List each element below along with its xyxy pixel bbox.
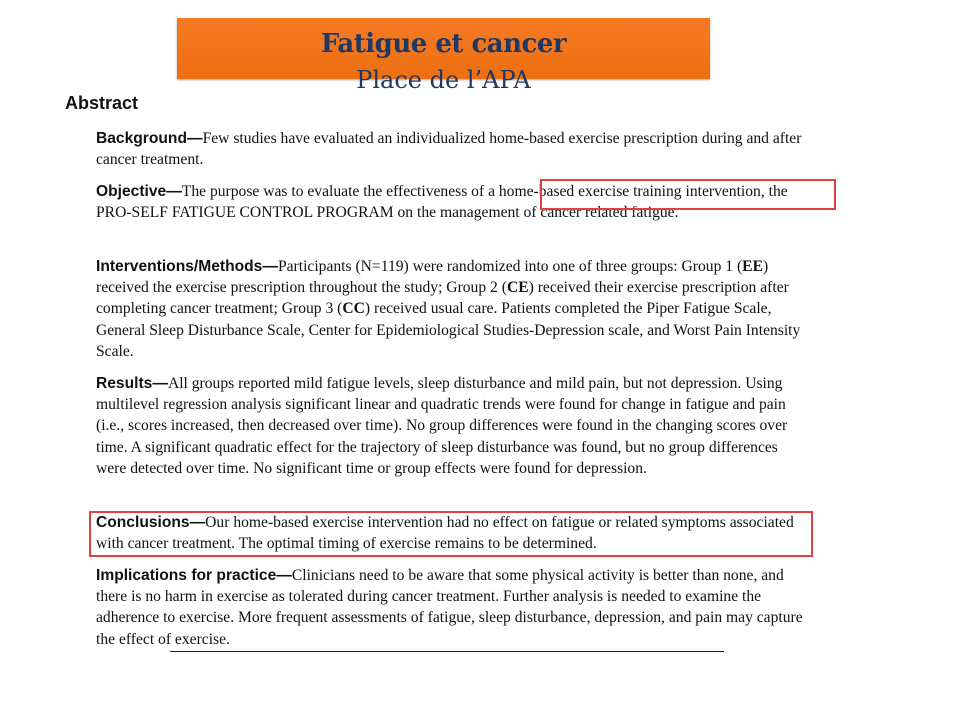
implications-label: Implications for practice—: [96, 567, 292, 584]
slide-title-banner: [177, 18, 710, 94]
results-label: Results—: [96, 375, 168, 392]
methods-label: Interventions/Methods—: [96, 258, 278, 275]
objective-text: The purpose was to evaluate the effectiveness of a home-based exercise training intervention, the PRO-SELF FATIGUE CONTROL PROGRAM on the management of cancer related fatigue.: [96, 183, 788, 222]
group-ce: CE: [506, 279, 529, 297]
slide-title: Fatigue et cancer: [320, 29, 567, 59]
background-label: Background—: [96, 130, 203, 147]
objective-label: Objective—: [96, 183, 182, 200]
group-ee: EE: [742, 258, 763, 275]
methods-section: [96, 256, 808, 362]
results-section: [96, 373, 808, 479]
methods-text-3: ) received their exercise prescription after completing cancer treatment; Group 3 (: [96, 279, 789, 318]
implications-section: [96, 565, 808, 650]
conclusions-section: [96, 512, 808, 554]
methods-text-1: Participants (N=119) were randomized into one of three groups: Group 1 (: [277, 258, 743, 275]
results-text: All groups reported mild fatigue levels, sleep disturbance and mild pain, but not depression. Using multilevel regression analysis significant linear and quadratic trends were found for change in fatigue and pain (i.e., scores increased, then decreased over time). No group differences were found in the changing scores over time. A significant quadratic effect for the trajectory of sleep disturbance was found, but no group differences were detected over time. No significant time or group effects were found for depression.: [96, 375, 788, 477]
bottom-divider: [170, 651, 724, 652]
group-cc: CC: [342, 300, 365, 318]
objective-section: [96, 181, 808, 223]
background-section: [96, 128, 808, 170]
implications-text: Clinicians need to be aware that some physical activity is better than none, and there is no harm in exercise as tolerated during cancer treatment. Further analysis is needed to examine the adherence to exercise. More frequent assessments of fatigue, sleep disturbance, depression, and pain may capture the effect of exercise.: [96, 567, 803, 648]
conclusions-label: Conclusions—: [96, 514, 206, 531]
methods-text-2: ) received the exercise prescription throughout the study; Group 2 (: [96, 258, 769, 297]
slide-subtitle: Place de l’APA: [356, 66, 531, 94]
methods-text-4: ) received usual care. Patients completed the Piper Fatigue Scale, General Sleep Disturbance Scale, Center for Epidemiological Studies-Depression scale, and Worst Pain Intensity Scale.: [96, 300, 801, 360]
abstract-heading: Abstract: [65, 93, 139, 113]
conclusions-text: Our home-based exercise intervention had no effect on fatigue or related symptoms associated with cancer treatment. The optimal timing of exercise remains to be determined.: [96, 514, 794, 553]
background-text: Few studies have evaluated an individualized home-based exercise prescription during and after cancer treatment.: [96, 130, 802, 169]
